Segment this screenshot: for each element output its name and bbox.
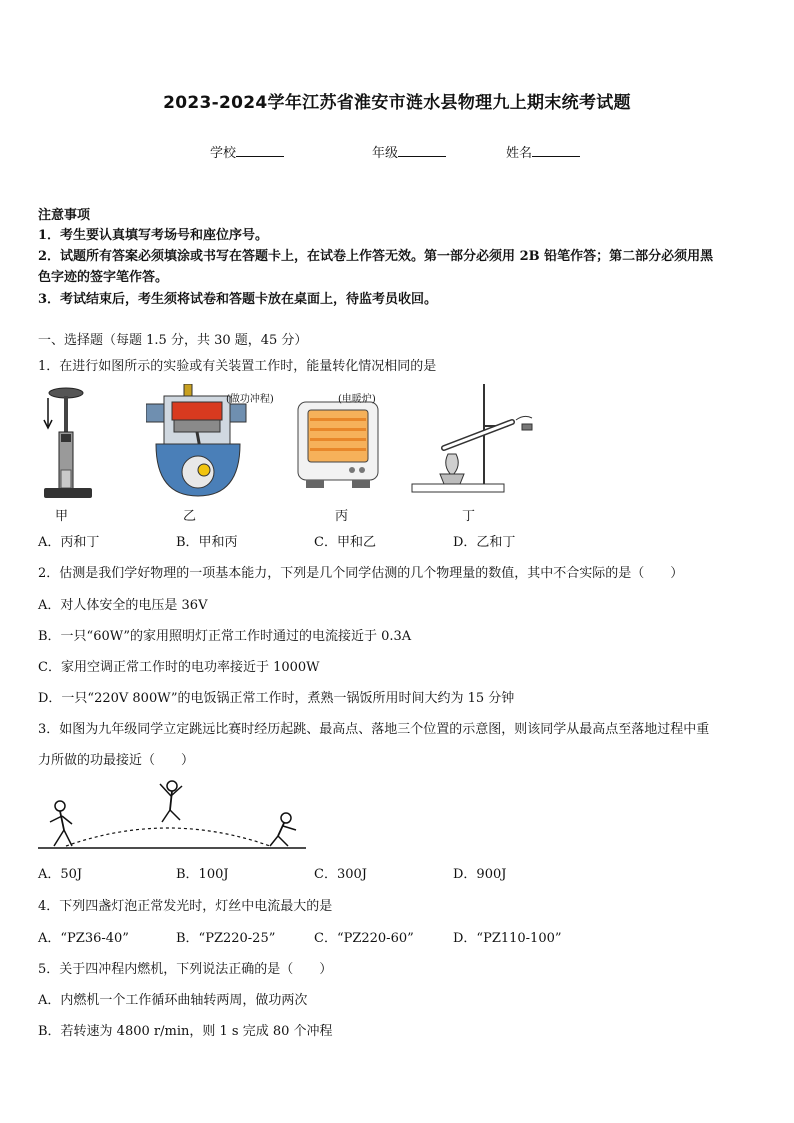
test-tube-figure xyxy=(408,384,548,496)
name-label: 姓名 xyxy=(506,146,533,161)
option-d: D．乙和丁 xyxy=(453,535,516,550)
option-c: C．“PZ220-60” xyxy=(314,931,414,946)
notice-item: 3．考试结束后，考生须将试卷和答题卡放在桌面上，待监考员收回。 xyxy=(38,292,438,307)
section-heading: 一、选择题（每题 1.5 分，共 30 题，45 分） xyxy=(38,333,308,348)
option-a: A．内燃机一个工作循环曲轴转两周，做功两次 xyxy=(38,993,308,1008)
question-stem: 1．在进行如图所示的实验或有关装置工作时，能量转化情况相同的是 xyxy=(38,359,437,374)
question-stem: 2．估测是我们学好物理的一项基本能力，下列是几个同学估测的几个物理量的数值，其中不合实际的是（ ） xyxy=(38,566,684,581)
option-c: C．家用空调正常工作时的电功率接近于 1000W xyxy=(38,660,320,675)
heater-figure xyxy=(296,398,382,492)
figure-label-bing: 丙 xyxy=(335,509,349,524)
option-b: B．若转速为 4800 r/min，则 1 s 完成 80 个冲程 xyxy=(38,1024,333,1039)
school-field xyxy=(210,142,284,161)
option-b: B．“PZ220-25” xyxy=(176,931,276,946)
option-b: B．100J xyxy=(176,867,229,882)
grade-field xyxy=(372,142,446,161)
notice-heading: 注意事项 xyxy=(38,208,91,223)
notice-item: 2．试题所有答案必须填涂或书写在答题卡上，在试卷上作答无效。第一部分必须用 2B 铅笔作答；第二部分必须用黑 xyxy=(38,249,714,264)
option-b: B．一只“60W”的家用照明灯正常工作时通过的电流接近于 0.3A xyxy=(38,629,412,644)
option-c: C．甲和乙 xyxy=(314,535,376,550)
option-a: A．对人体安全的电压是 36V xyxy=(38,598,208,613)
figure-label-yi: 乙 xyxy=(183,509,197,524)
question-stem: 5．关于四冲程内燃机，下列说法正确的是（ ） xyxy=(38,962,333,977)
figure-label-ding: 丁 xyxy=(462,509,476,524)
engine-annotation: (做功冲程) xyxy=(226,394,274,405)
option-c: C．300J xyxy=(314,867,367,882)
school-blank xyxy=(236,144,284,157)
grade-label: 年级 xyxy=(372,146,399,161)
name-blank xyxy=(532,144,580,157)
option-b: B．甲和丙 xyxy=(176,535,238,550)
option-d: D．一只“220V 800W”的电饭锅正常工作时，煮熟一锅饭所用时间大约为 15 分钟 xyxy=(38,691,515,706)
notice-item: 1．考生要认真填写考场号和座位序号。 xyxy=(38,228,269,243)
name-field xyxy=(506,142,580,161)
notice-item: 色字迹的签字笔作答。 xyxy=(38,270,169,285)
question-stem-cont: 力所做的功最接近（ ） xyxy=(38,753,195,768)
question-stem: 4．下列四盏灯泡正常发光时，灯丝中电流最大的是 xyxy=(38,899,333,914)
piston-figure xyxy=(36,384,106,502)
long-jump-figure xyxy=(38,776,310,852)
option-a: A．“PZ36-40” xyxy=(38,931,129,946)
option-a: A．丙和丁 xyxy=(38,535,100,550)
figure-label-jia: 甲 xyxy=(55,509,69,524)
heater-annotation: (电暖炉) xyxy=(338,394,376,405)
question-stem: 3．如图为九年级同学立定跳远比赛时经历起跳、最高点、落地三个位置的示意图，则该同学从最高点至落地过程中重 xyxy=(38,722,710,737)
grade-blank xyxy=(398,144,446,157)
school-label: 学校 xyxy=(210,146,237,161)
option-d: D．900J xyxy=(453,867,507,882)
option-a: A．50J xyxy=(38,867,83,882)
option-d: D．“PZ110-100” xyxy=(453,931,562,946)
page-title: 2023-2024学年江苏省淮安市涟水县物理九上期末统考试题 xyxy=(163,93,631,113)
